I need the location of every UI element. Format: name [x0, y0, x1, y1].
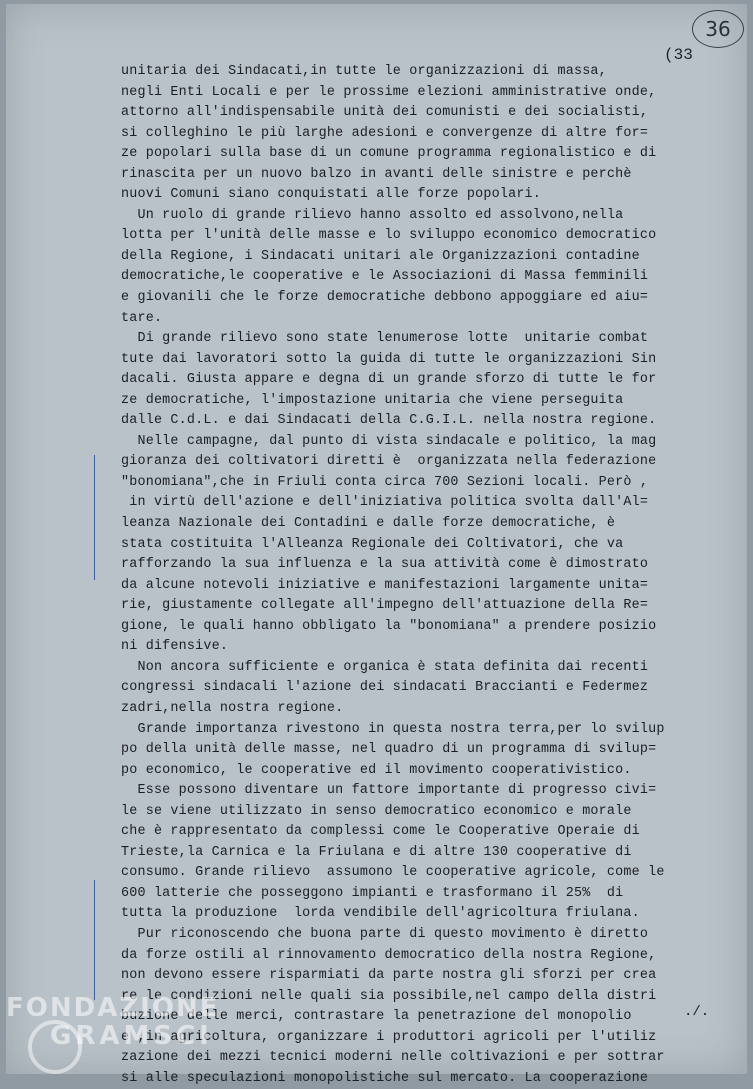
- text-line: Trieste,la Carnica e la Friulana e di altre 130 cooperative di: [121, 844, 632, 860]
- watermark: [6, 994, 219, 1050]
- text-line: po della unità delle masse, nel quadro di un programma di svilup=: [121, 742, 657, 758]
- document-page: [6, 4, 747, 1086]
- text-line: e ,in agricoltura, organizzare i produttori agricoli per l'utiliz: [121, 1029, 657, 1045]
- text-line: stata costituita l'Alleanza Regionale dei Coltivatori, che va: [121, 536, 624, 552]
- text-line: rie, giustamente collegate all'impegno dell'attuazione della Re=: [121, 598, 649, 614]
- text-line: Nelle campagne, dal punto di vista sindacale e politico, la mag: [121, 433, 657, 449]
- text-line: Non ancora sufficiente e organica è stata definita dai recenti: [121, 659, 649, 675]
- text-line: leanza Nazionale dei Contadini e dalle forze democratiche, è: [121, 516, 616, 532]
- page-number: (33: [664, 46, 693, 64]
- text-line: zadri,nella nostra regione.: [121, 700, 344, 716]
- text-line: non devono essere risparmiati da parte nostra gli sforzi per crea: [121, 968, 657, 984]
- text-line: "bonomiana",che in Friuli conta circa 700 Sezioni locali. Però ,: [121, 474, 649, 490]
- text-line: ze popolari sulla base di un comune programma regionalistico e di: [121, 146, 657, 162]
- text-line: si colleghino le più larghe adesioni e convergenze di altre for=: [121, 125, 649, 141]
- text-line: gioranza dei coltivatori diretti è organizzata nella federazione: [121, 454, 657, 470]
- watermark-line-1: FONDAZIONE: [6, 993, 220, 1023]
- continuation-mark: ./.: [684, 1004, 710, 1020]
- text-line: congressi sindacali l'azione dei sindacati Braccianti e Federmez: [121, 680, 649, 696]
- text-line: Esse possono diventare un fattore importante di progresso civi=: [121, 783, 657, 799]
- text-line: rafforzando la sua influenza e la sua attività come è dimostrato: [121, 557, 649, 573]
- watermark-line-2: GRAMSCI: [50, 1021, 213, 1051]
- text-line: consumo. Grande rilievo assumono le cooperative agricole, come le: [121, 865, 665, 881]
- text-line: re le condizioni nelle quali sia possibile,nel campo della distri: [121, 988, 657, 1004]
- text-line: Pur riconoscendo che buona parte di questo movimento è diretto: [121, 926, 649, 942]
- text-line: negli Enti Locali e per le prossime elezioni amministrative onde,: [121, 84, 657, 100]
- text-line: Un ruolo di grande rilievo hanno assolto ed assolvono,nella: [121, 207, 624, 223]
- text-line: dalle C.d.L. e dai Sindacati della C.G.I.L. nella nostra regione.: [121, 413, 657, 429]
- text-line: da forze ostili al rinnovamento democratico della nostra Regione,: [121, 947, 657, 963]
- margin-annotation-line: [94, 880, 95, 1000]
- text-line: da alcune notevoli iniziative e manifestazioni largamente unita=: [121, 577, 649, 593]
- text-line: le se viene utilizzato in senso democratico economico e morale: [121, 803, 632, 819]
- text-line: della Regione, i Sindacati unitari ale Organizzazioni contadine: [121, 248, 640, 264]
- text-line: e giovanili che le forze democratiche debbono appoggiare ed aiu=: [121, 290, 649, 306]
- text-line: zazione dei mezzi tecnici moderni nelle coltivazioni e per sottrar: [121, 1050, 665, 1066]
- margin-annotation-line: [94, 455, 95, 580]
- text-line: che è rappresentato da complessi come le Cooperative Operaie di: [121, 824, 640, 840]
- text-line: ze democratiche, l'impostazione unitaria che viene perseguita: [121, 392, 624, 408]
- text-line: po economico, le cooperative ed il movimento cooperativistico.: [121, 762, 632, 778]
- text-line: tute dai lavoratori sotto la guida di tutte le organizzazioni Sin: [121, 351, 657, 367]
- text-line: tare.: [121, 310, 163, 326]
- text-line: lotta per l'unità delle masse e lo sviluppo economico democratico: [121, 228, 657, 244]
- text-line: Grande importanza rivestono in questa nostra terra,per lo svilup: [121, 721, 665, 737]
- text-line: unitaria dei Sindacati,in tutte le organizzazioni di massa,: [121, 64, 607, 79]
- text-line: attorno all'indispensabile unità dei comunisti e dei socialisti,: [121, 105, 649, 121]
- text-line: in virtù dell'azione e dell'iniziativa politica svolta dall'Al=: [121, 495, 649, 511]
- text-line: nuovi Comuni siano conquistati alle forze popolari.: [121, 187, 542, 203]
- typewritten-body: [121, 62, 741, 1089]
- text-line: tutta la produzione lorda vendibile dell'agricoltura friulana.: [121, 906, 640, 922]
- archive-stamp: 36: [692, 10, 744, 48]
- text-line: si alle speculazioni monopolistiche sul mercato. La cooperazione: [121, 1070, 649, 1086]
- text-line: rinascita per un nuovo balzo in avanti delle sinistre e perchè: [121, 166, 632, 182]
- text-line: Di grande rilievo sono state lenumerose lotte unitarie combat: [121, 331, 649, 347]
- text-line: gione, le quali hanno obbligato la "bonomiana" a prendere posizio: [121, 618, 657, 634]
- text-line: democratiche,le cooperative e le Associazioni di Massa femminili: [121, 269, 649, 285]
- text-line: dacali. Giusta appare e degna di un grande sforzo di tutte le for: [121, 372, 657, 388]
- text-line: buzione delle merci, contrastare la penetrazione del monopolio: [121, 1009, 632, 1025]
- text-line: 600 latterie che posseggono impianti e trasformano il 25% di: [121, 885, 624, 901]
- text-line: ni difensive.: [121, 639, 229, 655]
